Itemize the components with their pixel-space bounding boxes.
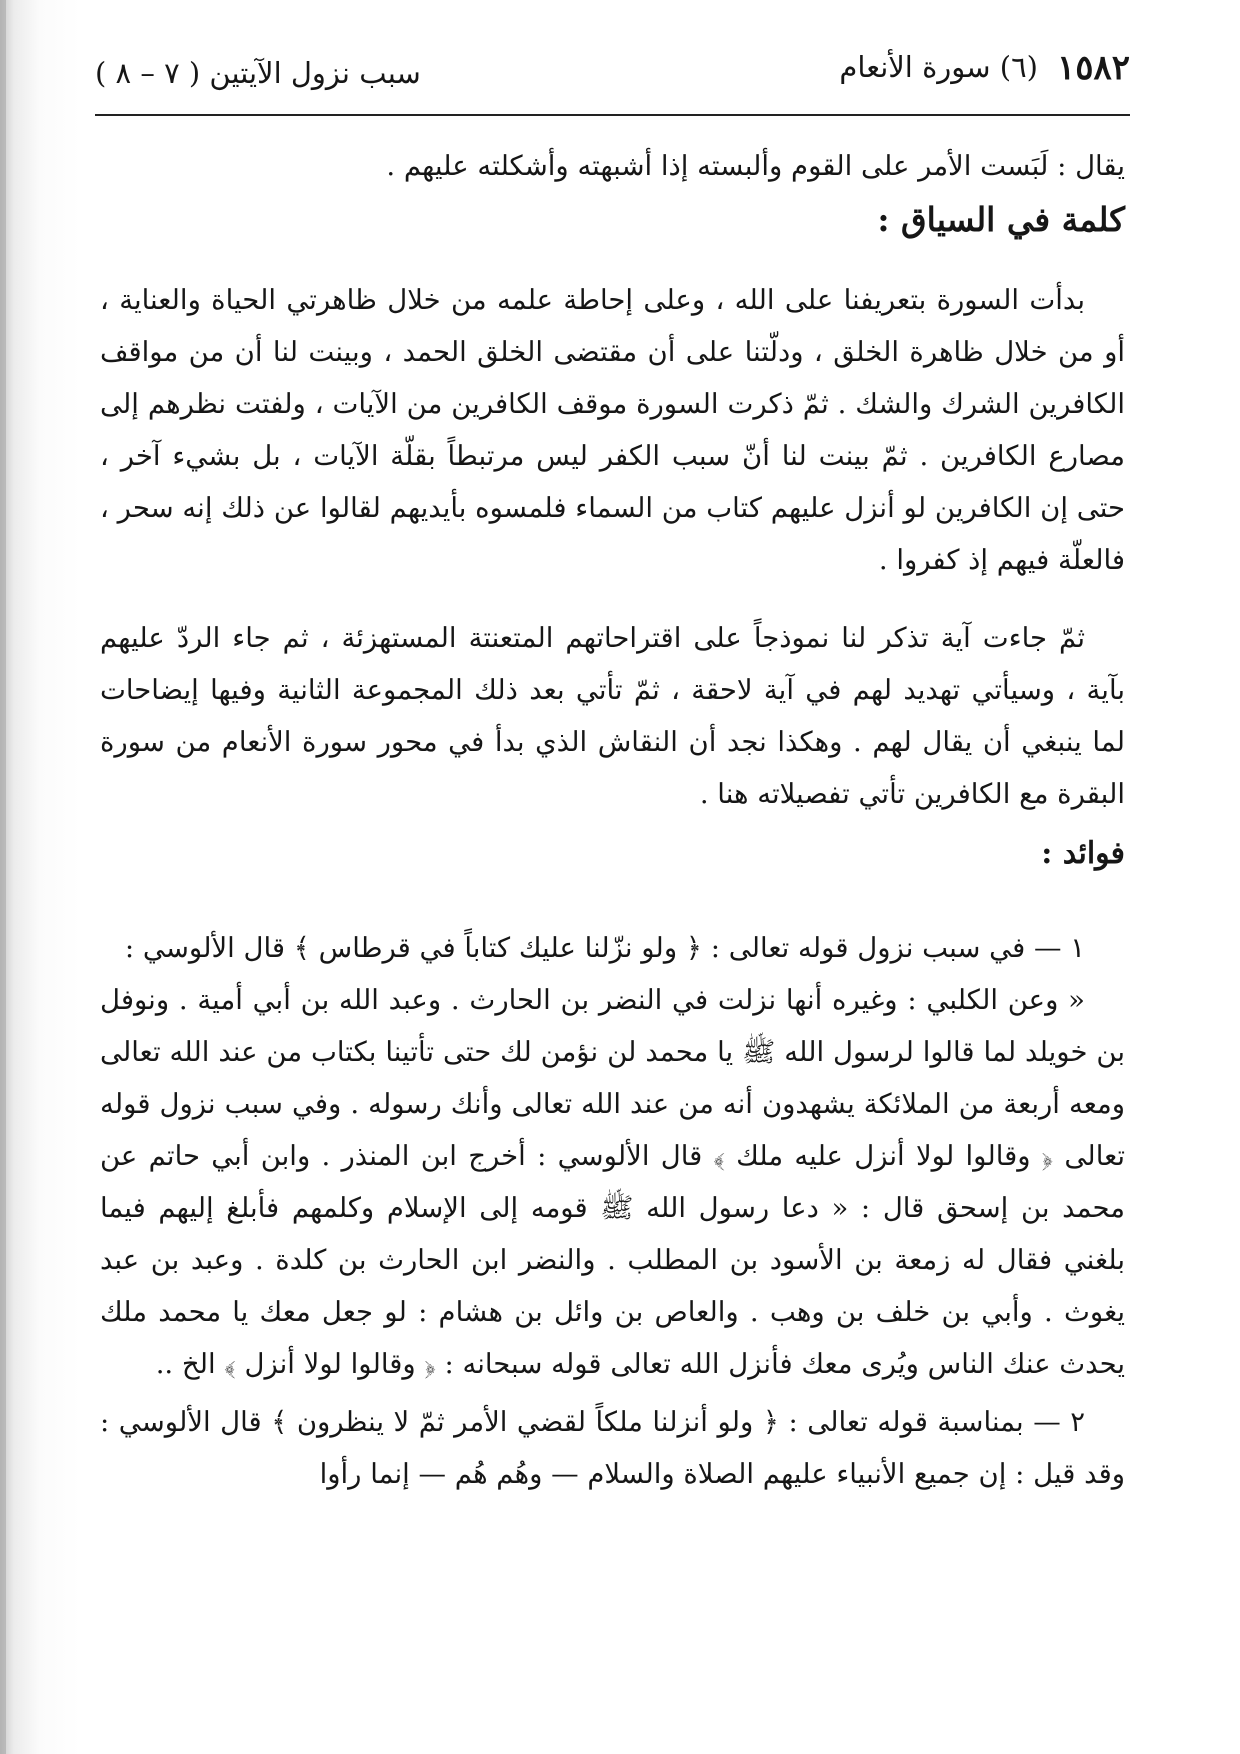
running-head bbox=[95, 40, 1130, 116]
section-topic: سبب نزول الآيتين ( ٧ – ٨ ) bbox=[95, 56, 421, 90]
page-number: ١٥٨٢ bbox=[1056, 48, 1130, 88]
siyaq-paragraph-2: ثمّ جاءت آية تذكر لنا نموذجاً على اقتراحاتهم المتعنتة المستهزئة ، ثم جاء الردّ عليهم بآية ، وسيأتي تهديد لهم في آية لاحقة ، ثمّ تأتي بعد ذلك المجموعة الثانية وفيها إيضاحات لما ينبغي أن يقال لهم . وهكذا نجد أن النقاش الذي بدأ في محور سورة الأنعام من سورة البقرة مع الكافرين تأتي تفصيلاته هنا . bbox=[100, 622, 1125, 810]
heading-fawaid: فوائد : bbox=[1041, 836, 1125, 871]
intro-paragraph: يقال : لَبَست الأمر على القوم وألبسته إذا أشبهته وأشكلته عليهم . bbox=[386, 150, 1125, 182]
scan-edge-shadow bbox=[0, 0, 6, 1754]
fawaid-item-1-intro: ١ — في سبب نزول قوله تعالى : ﴿ ولو نزّلنا عليك كتاباً في قرطاس ﴾ قال الألوسي : bbox=[124, 932, 1085, 964]
fawaid-item-1-quote: « وعن الكلبي : وغيره أنها نزلت في النضر بن الحارث . وعبد الله بن أبي أمية . ونوفل بن خويلد لما قالوا لرسول الله ﷺ يا محمد لن نؤمن لك حتى تأتينا بكتاب من عند الله تعالى ومعه أربعة من الملائكة يشهدون أنه من عند الله تعالى وأنك رسوله . وفي سبب نزول قوله تعالى ﴿ وقالوا لولا أنزل عليه ملك ﴾ قال الألوسي : أخرج ابن المنذر . وابن أبي حاتم عن محمد بن إسحق قال : « دعا رسول الله ﷺ قومه إلى الإسلام وكلمهم فأبلغ إليهم فيما بلغني فقال له زمعة بن الأسود بن المطلب . والنضر ابن الحارث بن كلدة . وعبد بن عبد يغوث . وأبي بن خلف بن وهب . والعاص بن وائل بن هشام : لو جعل معك يا محمد ملك يحدث عنك الناس ويُرى معك فأنزل الله تعالى قوله سبحانه : ﴿ وقالوا لولا أنزل ﴾ الخ .. bbox=[100, 984, 1125, 1380]
heading-siyaq: كلمة في السياق : bbox=[877, 200, 1125, 239]
page-body bbox=[100, 140, 1125, 1500]
fawaid-item-2: ٢ — بمناسبة قوله تعالى : ﴿ ولو أنزلنا ملكاً لقضي الأمر ثمّ لا ينظرون ﴾ قال الألوسي : وقد قيل : إن جميع الأنبياء عليهم الصلاة والسلام — وهُم هُم — إنما رأوا bbox=[100, 1406, 1125, 1490]
surah-title: (٦) سورة الأنعام bbox=[839, 50, 1038, 84]
siyaq-paragraph-1: بدأت السورة بتعريفنا على الله ، وعلى إحاطة علمه من خلال ظاهرتي الحياة والعناية ، أو من خلال ظاهرة الخلق ، ودلّتنا على أن مقتضى الخلق الحمد ، وبينت لنا أن من مواقف الكافرين الشرك والشك . ثمّ ذكرت السورة موقف الكافرين من الآيات ، ولفتت نظرهم إلى مصارع الكافرين . ثمّ بينت لنا أنّ سبب الكفر ليس مرتبطاً بقلّة الآيات ، بل بشيء آخر ، حتى إن الكافرين لو أنزل عليهم كتاب من السماء فلمسوه بأيديهم لقالوا عن ذلك إنه سحر ، فالعلّة فيهم إذ كفروا . bbox=[100, 284, 1125, 576]
